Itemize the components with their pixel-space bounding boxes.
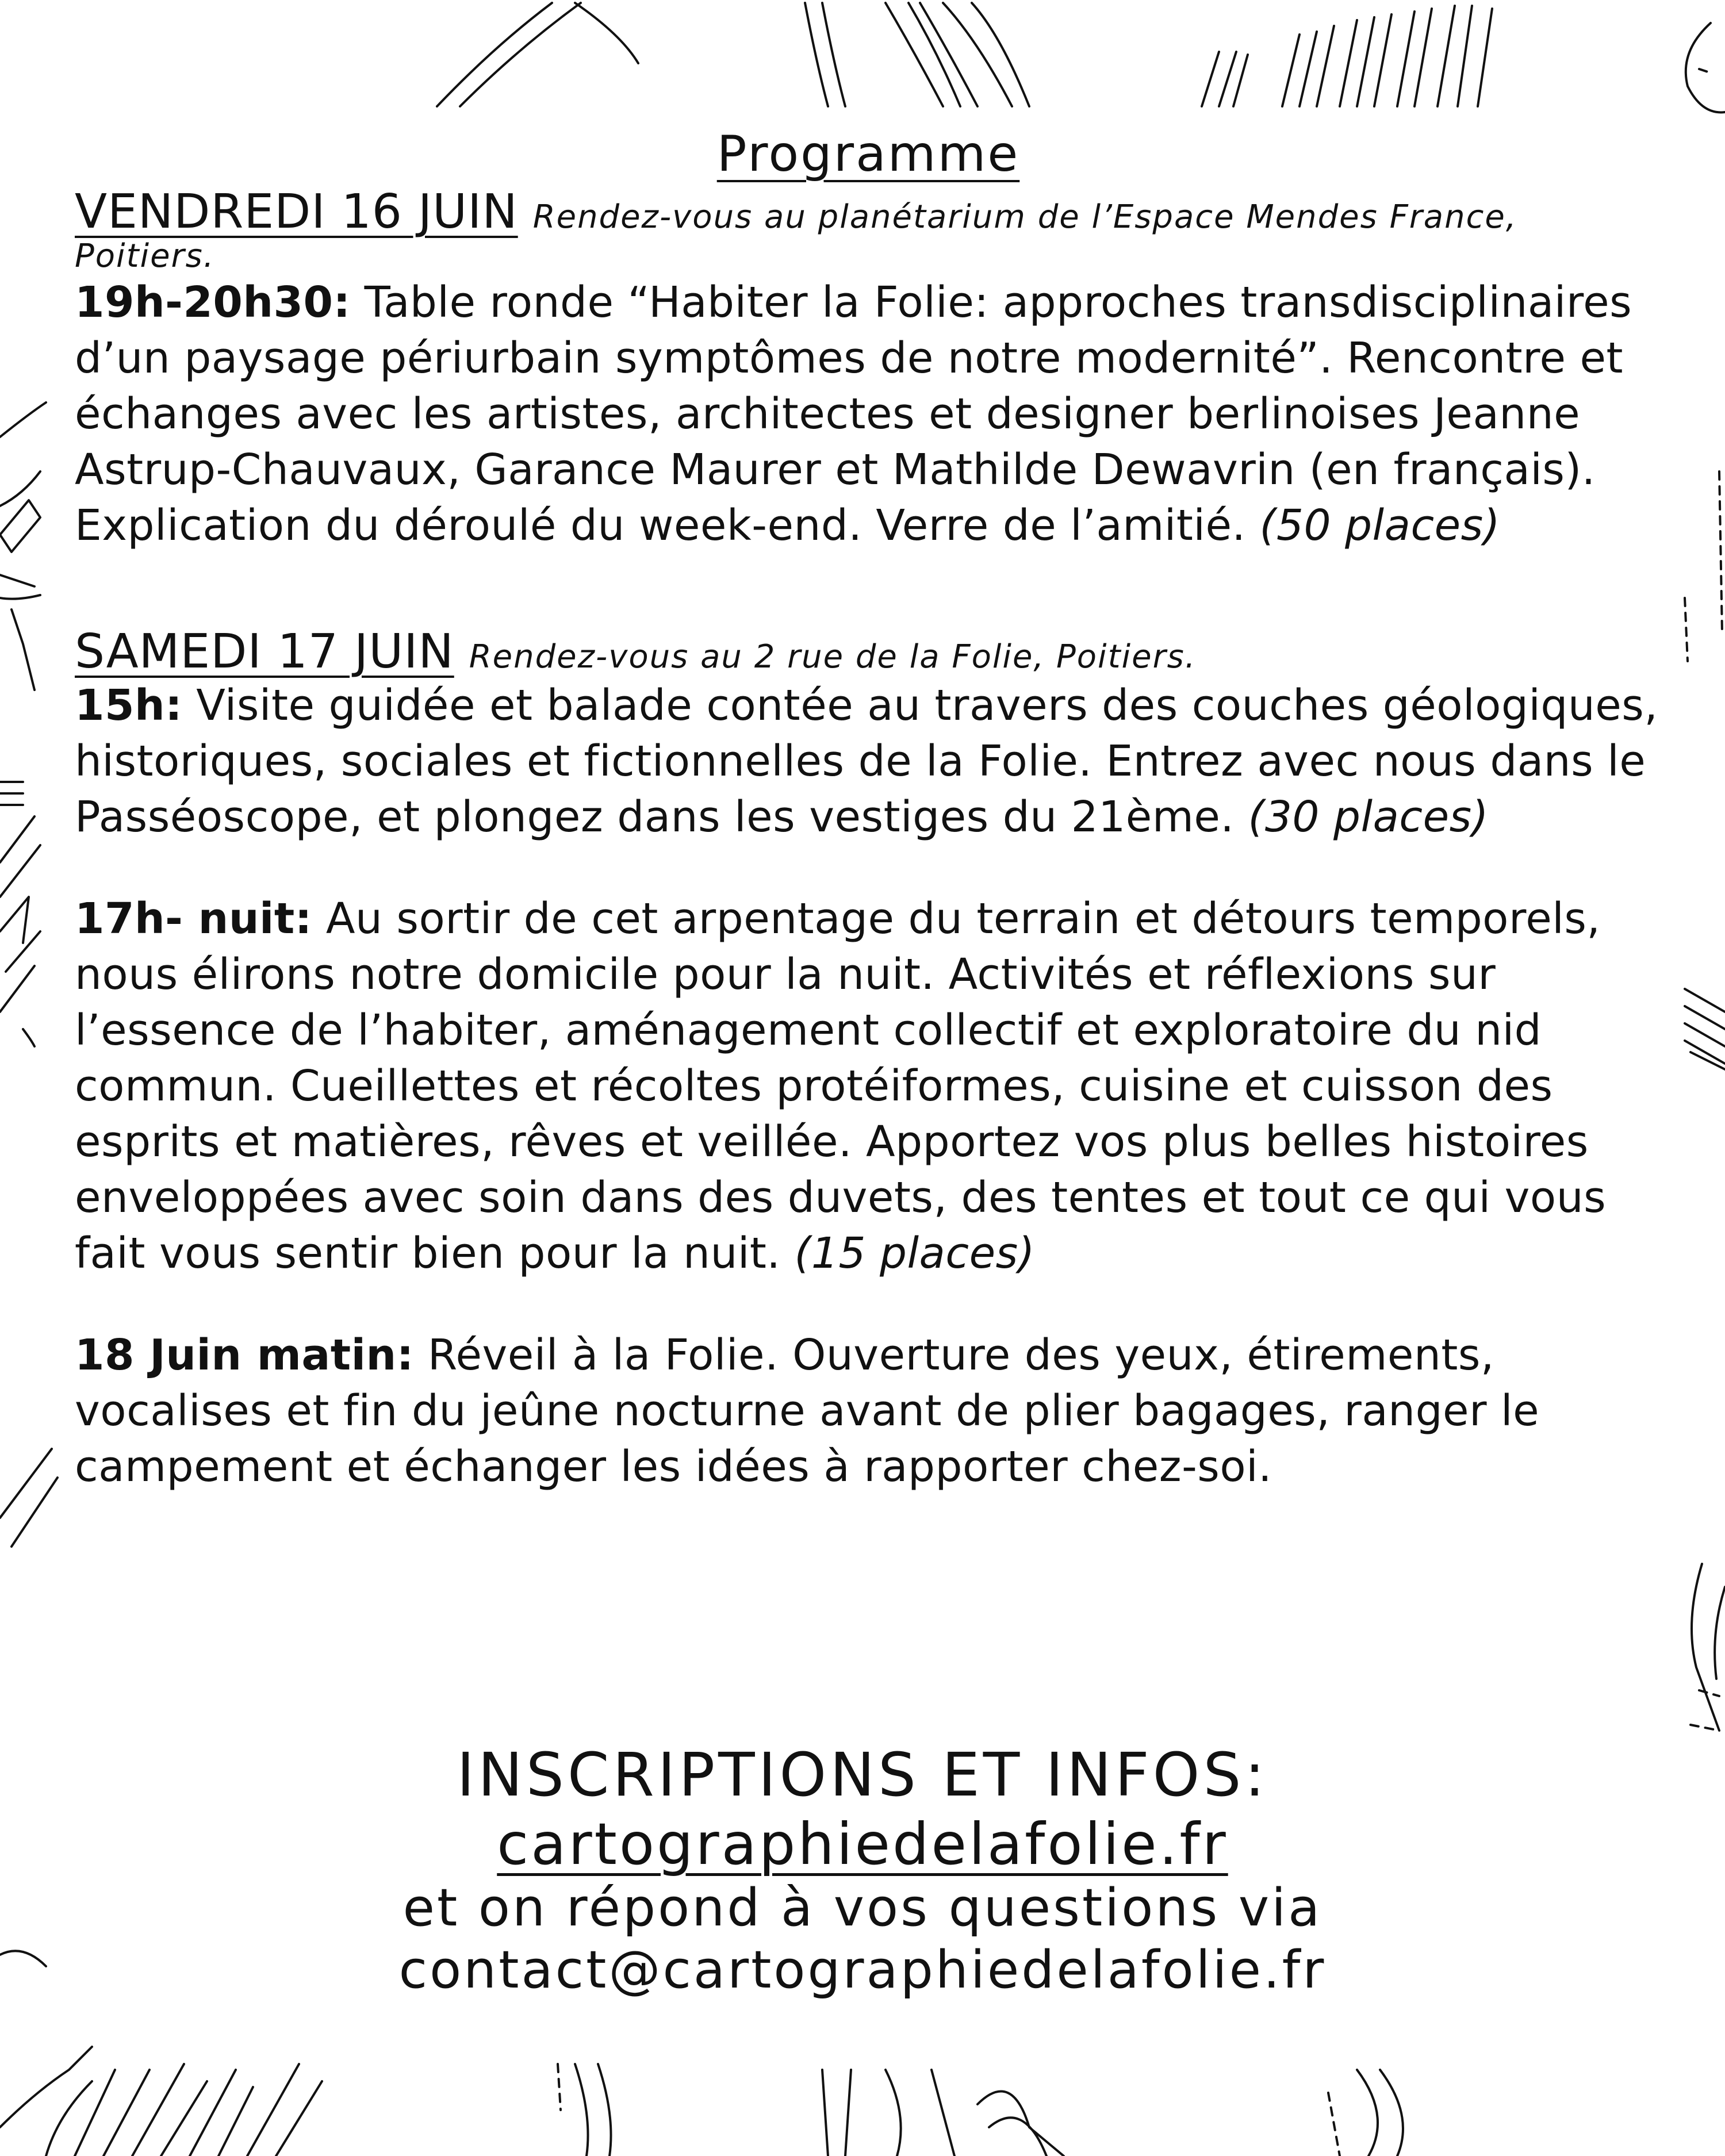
contact-intro: et on répond à vos questions via [402,1877,1322,1938]
friday-day: VENDREDI 16 JUIN [75,185,518,239]
visit-time: 15h: [75,681,183,731]
sunday-event [75,1328,1662,1495]
sunday-block [75,1328,1662,1495]
saturday-event-night [75,891,1662,1282]
programme-section [75,125,1662,1495]
night-places: (15 places) [794,1229,1036,1279]
saturday-block [75,626,1662,1282]
saturday-location: Rendez-vous au 2 rue de la Folie, Poitiers. [469,638,1197,676]
info-footer [0,1739,1725,2001]
contact-email[interactable]: contact@cartographiedelafolie.fr [398,1939,1327,2000]
friday-block [75,186,1662,554]
programme-title: Programme [716,125,1020,183]
friday-location: Rendez-vous au planétarium de l’Espace Mendes France, Poitiers. [75,198,1517,275]
inscriptions-heading: INSCRIPTIONS ET INFOS: [457,1740,1268,1810]
friday-heading [75,186,1662,275]
night-time: 17h- nuit: [75,894,312,944]
friday-event [75,275,1662,554]
visit-places: (30 places) [1248,792,1489,842]
saturday-day: SAMEDI 17 JUIN [75,624,454,679]
friday-description: Table ronde “Habiter la Folie: approches transdisciplinaires d’un paysage périurbain symptômes de notre modernité”. Rencontre et échanges avec les artistes, architectes et designer berlinoises Jeanne Astrup-Chauvaux, Garance Maurer et Mathilde Dewavrin (en français). Explication du déroulé du week-end. Verre de l’amitié. [75,277,1632,550]
friday-time: 19h-20h30: [75,277,351,327]
night-description: Au sortir de cet arpentage du terrain et détours temporels, nous élirons notre domicile pour la nuit. Activités et réflexions sur l’essence de l’habiter, aménagement collectif et exploratoire du nid commun. Cueillettes et récoltes protéiformes, cuisine et cuisson des esprits et matières, rêves et veillée. Apportez vos plus belles histoires enveloppées avec soin dans des duvets, des tentes et tout ce qui vous fait vous sentir bien pour la nuit. [75,894,1607,1279]
saturday-event-visit [75,678,1662,845]
sunday-time: 18 Juin matin: [75,1330,414,1380]
visit-description: Visite guidée et balade contée au travers des couches géologiques, historiques, sociales et fictionnelles de la Folie. Entrez avec nous dans le Passéoscope, et plongez dans les vestiges du 21ème. [75,681,1658,842]
friday-places: (50 places) [1259,500,1501,550]
website-link[interactable]: cartographiedelafolie.fr [497,1810,1228,1878]
saturday-heading [75,626,1662,678]
sunday-description: Réveil à la Folie. Ouverture des yeux, étirements, vocalises et fin du jeûne nocturne avant de plier bagages, ranger le campement et échanger les idées à rapporter chez-soi. [75,1330,1540,1492]
